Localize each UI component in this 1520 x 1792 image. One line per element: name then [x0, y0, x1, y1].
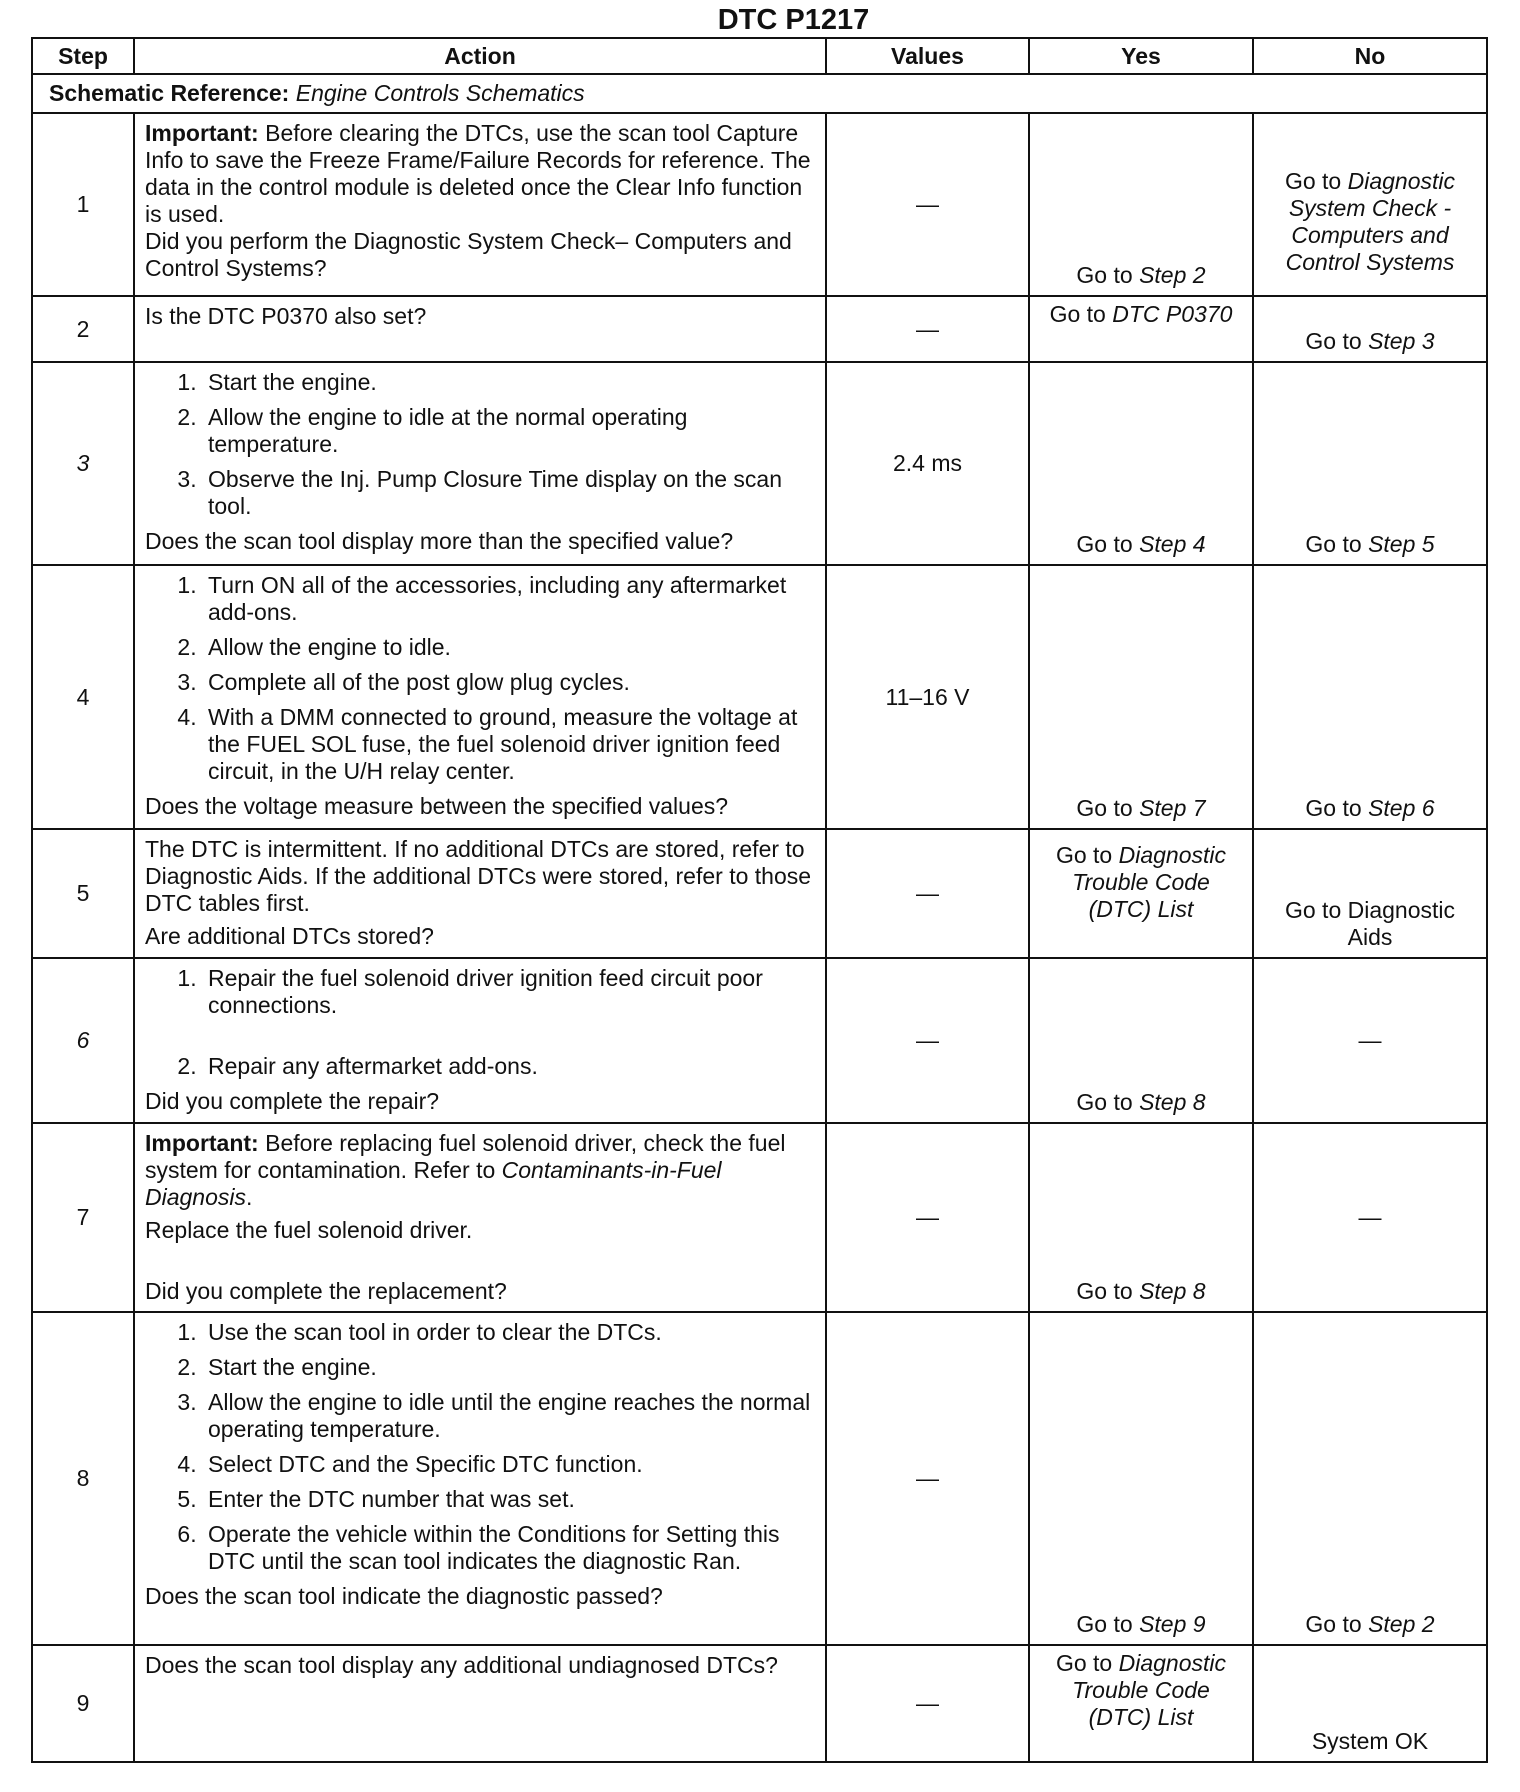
yes-ref: Step 9 [1139, 1611, 1206, 1637]
step-row-4 [32, 565, 1487, 829]
step-yes [1029, 565, 1253, 829]
header-no: No [1253, 38, 1487, 74]
instruction-item: 2. Allow the engine to idle. [203, 634, 815, 661]
instruction-item: 2. Allow the engine to idle at the normal operating temperature. [203, 404, 815, 458]
step-yes [1029, 958, 1253, 1123]
yes-ref: Step 7 [1139, 795, 1206, 821]
step-row-7 [32, 1123, 1487, 1312]
no-ref: Step 5 [1368, 531, 1435, 557]
yes-ref: Step 8 [1139, 1278, 1206, 1304]
no-prefix: Go to [1305, 1611, 1362, 1637]
yes-prefix: Go to [1055, 842, 1113, 868]
step-text: The DTC is intermittent. If no additional DTCs are stored, refer to Diagnostic Aids. If the additional DTCs were stored, refer to those DTC tables first. [145, 836, 812, 916]
step-row-6 [32, 958, 1487, 1123]
header-action: Action [134, 38, 826, 74]
step-question: Does the voltage measure between the specified values? [145, 793, 729, 819]
step-value: — [826, 296, 1029, 362]
step-question: Does the scan tool display any additional undiagnosed DTCs? [134, 1645, 826, 1762]
step-question: Did you perform the Diagnostic System Check– Computers and Control Systems? [145, 228, 792, 281]
step-row-1 [32, 113, 1487, 296]
step-question: Does the scan tool display more than the specified value? [145, 528, 734, 554]
no-ref: Step 2 [1368, 1611, 1435, 1637]
step-no [1253, 1312, 1487, 1645]
step-number: 9 [32, 1645, 134, 1762]
step-value: — [826, 1123, 1029, 1312]
important-label: Important: [145, 120, 259, 146]
yes-prefix: Go to [1076, 1278, 1133, 1304]
step-row-8 [32, 1312, 1487, 1645]
step-action [134, 958, 826, 1123]
instruction-item: 6. Operate the vehicle within the Conditions for Setting this DTC until the scan tool indicates the diagnostic Ran. [203, 1521, 815, 1575]
step-number: 7 [32, 1123, 134, 1312]
header-values: Values [826, 38, 1029, 74]
step-yes [1029, 829, 1253, 958]
step-yes [1029, 296, 1253, 362]
step-yes [1029, 1312, 1253, 1645]
step-yes [1029, 113, 1253, 296]
instruction-item: 1. Start the engine. [203, 369, 815, 396]
step-row-3 [32, 362, 1487, 565]
yes-ref: Step 4 [1139, 531, 1206, 557]
no-ref: Step 3 [1368, 328, 1435, 354]
step-no [1253, 565, 1487, 829]
no-prefix: Go to [1305, 328, 1362, 354]
yes-prefix: Go to [1049, 301, 1106, 327]
yes-prefix: Go to [1076, 1611, 1133, 1637]
step-value: — [826, 1645, 1029, 1762]
header-row [32, 38, 1487, 74]
yes-ref: Step 8 [1139, 1089, 1206, 1115]
header-step: Step [32, 38, 134, 74]
step-no: — [1253, 1123, 1487, 1312]
no-prefix: Go to [1305, 531, 1362, 557]
important-text: Before replacing fuel solenoid driver, check the fuel system for contamination. Refer to [145, 1130, 786, 1183]
step-no: System OK [1253, 1645, 1487, 1762]
instruction-item: 4. Select DTC and the Specific DTC function. [203, 1451, 815, 1478]
important-ref: Contaminants-in-Fuel Diagnosis [145, 1157, 722, 1210]
step-action [134, 1312, 826, 1645]
yes-ref: DTC P0370 [1112, 301, 1233, 327]
no-prefix: Go to [1284, 167, 1342, 194]
step-value: — [826, 829, 1029, 958]
step-instructions [145, 1319, 815, 1575]
step-action [134, 829, 826, 958]
step-yes [1029, 1645, 1253, 1762]
instruction-item: 1. Turn ON all of the accessories, including any aftermarket add-ons. [203, 572, 815, 626]
diagnostic-table [31, 37, 1488, 1763]
step-value: — [826, 958, 1029, 1123]
step-yes [1029, 1123, 1253, 1312]
step-number: 2 [32, 296, 134, 362]
step-no [1253, 362, 1487, 565]
yes-ref: Diagnostic Trouble Code (DTC) List [1072, 842, 1227, 922]
step-value: — [826, 1312, 1029, 1645]
important-label: Important: [145, 1130, 259, 1156]
step-action-text: Replace the fuel solenoid driver. [145, 1217, 473, 1243]
step-no: Go to Diagnostic Aids [1253, 829, 1487, 958]
step-value: 11–16 V [826, 565, 1029, 829]
step-question: Did you complete the replacement? [145, 1278, 507, 1304]
yes-ref: Step 2 [1139, 262, 1206, 288]
schematic-reference-row [32, 74, 1487, 113]
important-text: Before clearing the DTCs, use the scan tool Capture Info to save the Freeze Frame/Failure Records for reference. The data in the control module is deleted once the Clear Info function is used. [145, 120, 811, 227]
instruction-item: 2. Repair any aftermarket add-ons. [203, 1053, 815, 1080]
step-action [134, 1123, 826, 1312]
step-action [134, 362, 826, 565]
no-prefix: Go to [1305, 795, 1362, 821]
instruction-item: 1. Repair the fuel solenoid driver ignition feed circuit poor connections. [203, 965, 815, 1019]
instruction-item: 1. Use the scan tool in order to clear the DTCs. [203, 1319, 815, 1346]
step-value: — [826, 113, 1029, 296]
instruction-item: 3. Observe the Inj. Pump Closure Time display on the scan tool. [203, 466, 815, 520]
step-instructions [145, 965, 815, 1080]
step-question: Are additional DTCs stored? [145, 923, 434, 949]
yes-prefix: Go to [1076, 262, 1133, 288]
step-row-2 [32, 296, 1487, 362]
instruction-item: 3. Complete all of the post glow plug cycles. [203, 669, 815, 696]
step-action [134, 565, 826, 829]
step-number: 3 [32, 362, 134, 565]
instruction-item: 3. Allow the engine to idle until the engine reaches the normal operating temperature. [203, 1389, 815, 1443]
step-yes [1029, 362, 1253, 565]
step-number: 8 [32, 1312, 134, 1645]
step-row-9 [32, 1645, 1487, 1762]
step-number: 5 [32, 829, 134, 958]
step-number: 6 [32, 958, 134, 1123]
instruction-item: 2. Start the engine. [203, 1354, 815, 1381]
step-question: Does the scan tool indicate the diagnostic passed? [145, 1583, 663, 1609]
step-instructions [145, 369, 815, 520]
yes-prefix: Go to [1076, 795, 1133, 821]
step-question: Did you complete the repair? [145, 1088, 440, 1114]
schematic-ref: Engine Controls Schematics [295, 80, 585, 106]
step-number: 4 [32, 565, 134, 829]
header-yes: Yes [1029, 38, 1253, 74]
yes-ref: Diagnostic Trouble Code (DTC) List [1072, 1650, 1227, 1730]
step-number: 1 [32, 113, 134, 296]
document-title: DTC P1217 [717, 4, 870, 36]
step-value: 2.4 ms [826, 362, 1029, 565]
yes-prefix: Go to [1055, 1650, 1113, 1676]
no-ref: Step 6 [1368, 795, 1435, 821]
instruction-item: 5. Enter the DTC number that was set. [203, 1486, 815, 1513]
important-note: Important: Before replacing fuel solenoid driver, check the fuel system for contamination. Refer to Contaminants-in-Fuel Diagnosis. [145, 1130, 786, 1210]
instruction-item: 4. With a DMM connected to ground, measure the voltage at the FUEL SOL fuse, the fuel solenoid driver ignition feed circuit, in the U/H relay center. [203, 704, 815, 785]
step-action [134, 113, 826, 296]
document [31, 0, 1486, 1763]
step-no [1253, 113, 1487, 296]
yes-prefix: Go to [1076, 531, 1133, 557]
no-ref: Diagnostic System Check - Computers and Control Systems [1285, 167, 1456, 275]
yes-prefix: Go to [1076, 1089, 1133, 1115]
step-row-5 [32, 829, 1487, 958]
step-question: Is the DTC P0370 also set? [134, 296, 826, 362]
step-no: — [1253, 958, 1487, 1123]
step-instructions [145, 572, 815, 785]
step-no [1253, 296, 1487, 362]
schematic-label: Schematic Reference: [49, 80, 290, 106]
